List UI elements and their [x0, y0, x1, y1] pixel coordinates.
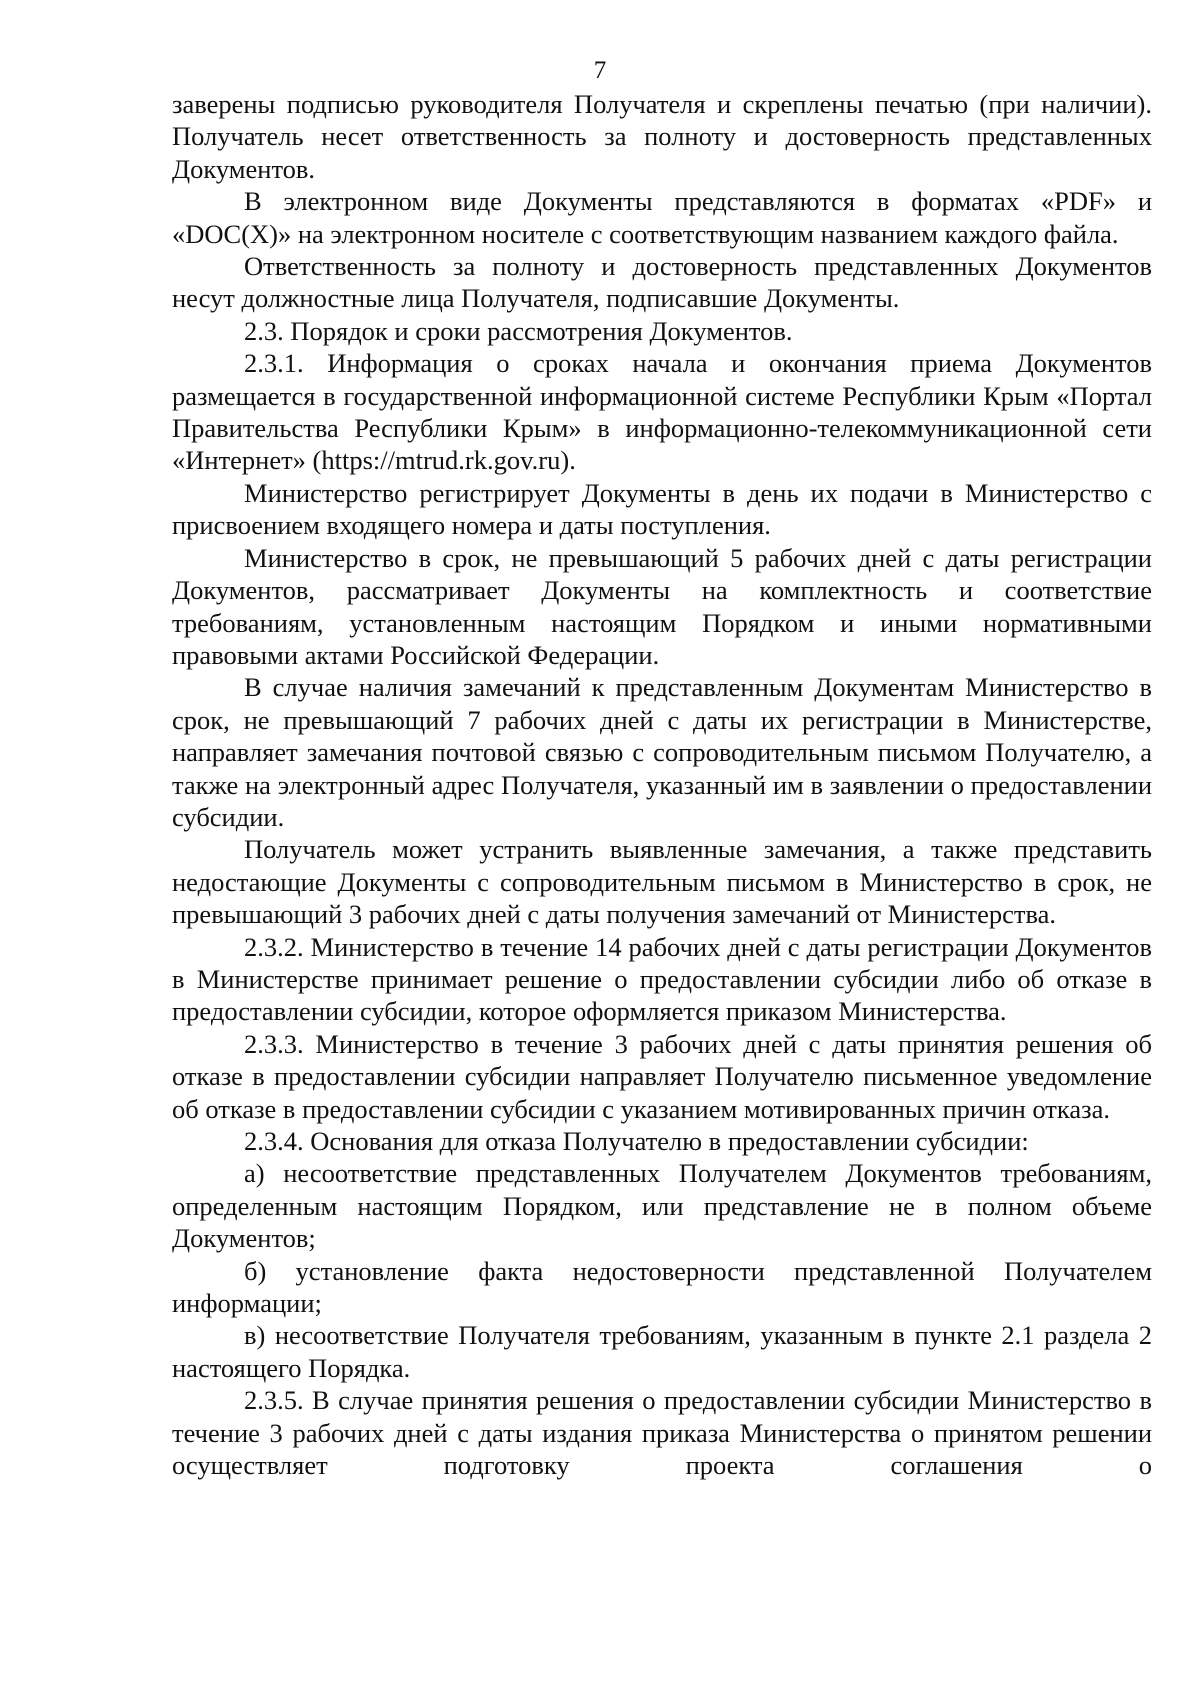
paragraph-1: заверены подписью руководителя Получателя и скреплены печатью (при наличии). Получатель несет ответственность за полноту и достоверность представленных Документов.	[172, 89, 1152, 184]
paragraph-remarks: В случае наличия замечаний к представленным Документам Министерство в срок, не превышающий 7 рабочих дней с даты их регистрации в Министерстве, направляет замечания почтовой связью с сопроводительным письмом Получателю, а также на электронный адрес Получателя, указанный им в заявлении о предоставлении субсидии.	[172, 672, 1152, 832]
clause-2-3-1: 2.3.1. Информация о сроках начала и окончания приема Документов размещается в государственной информационной системе Республики Крым «Портал Правительства Республики Крым» в информационно-телекоммуникационной сети «Интернет» (https://mtrud.rk.gov.ru).	[172, 348, 1152, 476]
document-body	[172, 88, 1152, 1481]
clause-2-3-4: 2.3.4. Основания для отказа Получателю в предоставлении субсидии:	[244, 1126, 1029, 1156]
paragraph-2: В электронном виде Документы представляются в форматах «PDF» и «DOC(X)» на электронном носителе с соответствующим названием каждого файла.	[172, 186, 1152, 249]
list-item-a: а) несоответствие представленных Получателем Документов требованиям, определенным настоящим Порядком, или представление не в полном объеме Документов;	[172, 1158, 1152, 1254]
clause-2-3-5: 2.3.5. В случае принятия решения о предоставлении субсидии Министерство в течение 3 рабочих дней с даты издания приказа Министерства о принятом решении осуществляет подготовку проекта соглашения о	[172, 1385, 1152, 1481]
paragraph-3: Ответственность за полноту и достоверность представленных Документов несут должностные лица Получателя, подписавшие Документы.	[172, 251, 1152, 314]
clause-2-3-3: 2.3.3. Министерство в течение 3 рабочих дней с даты принятия решения об отказе в предоставлении субсидии направляет Получателю письменное уведомление об отказе в предоставлении субсидии с указанием мотивированных причин отказа.	[172, 1028, 1152, 1124]
paragraph-review: Министерство в срок, не превышающий 5 рабочих дней с даты регистрации Документов, рассматривает Документы на комплектность и соответствие требованиям, установленным настоящим Порядком и иными нормативными правовыми актами Российской Федерации.	[172, 542, 1152, 670]
paragraph-corrections: Получатель может устранить выявленные замечания, а также представить недостающие Документы с сопроводительным письмом в Министерство в срок, не превышающий 3 рабочих дней с даты получения замечаний от Министерства.	[172, 834, 1152, 930]
page-number: 7	[593, 57, 607, 84]
paragraph-registration: Министерство регистрирует Документы в день их подачи в Министерство с присвоением входящего номера и даты поступления.	[172, 477, 1152, 541]
clause-2-3-2: 2.3.2. Министерство в течение 14 рабочих дней с даты регистрации Документов в Министерстве принимает решение о предоставлении субсидии либо об отказе в предоставлении субсидии, которое оформляется приказом Министерства.	[172, 931, 1152, 1027]
list-item-b: б) установление факта недостоверности представленной Получателем информации;	[172, 1255, 1152, 1319]
section-2-3-heading: 2.3. Порядок и сроки рассмотрения Документов.	[244, 315, 793, 346]
list-item-v: в) несоответствие Получателя требованиям, указанным в пункте 2.1 раздела 2 настоящего Порядка.	[172, 1320, 1152, 1383]
